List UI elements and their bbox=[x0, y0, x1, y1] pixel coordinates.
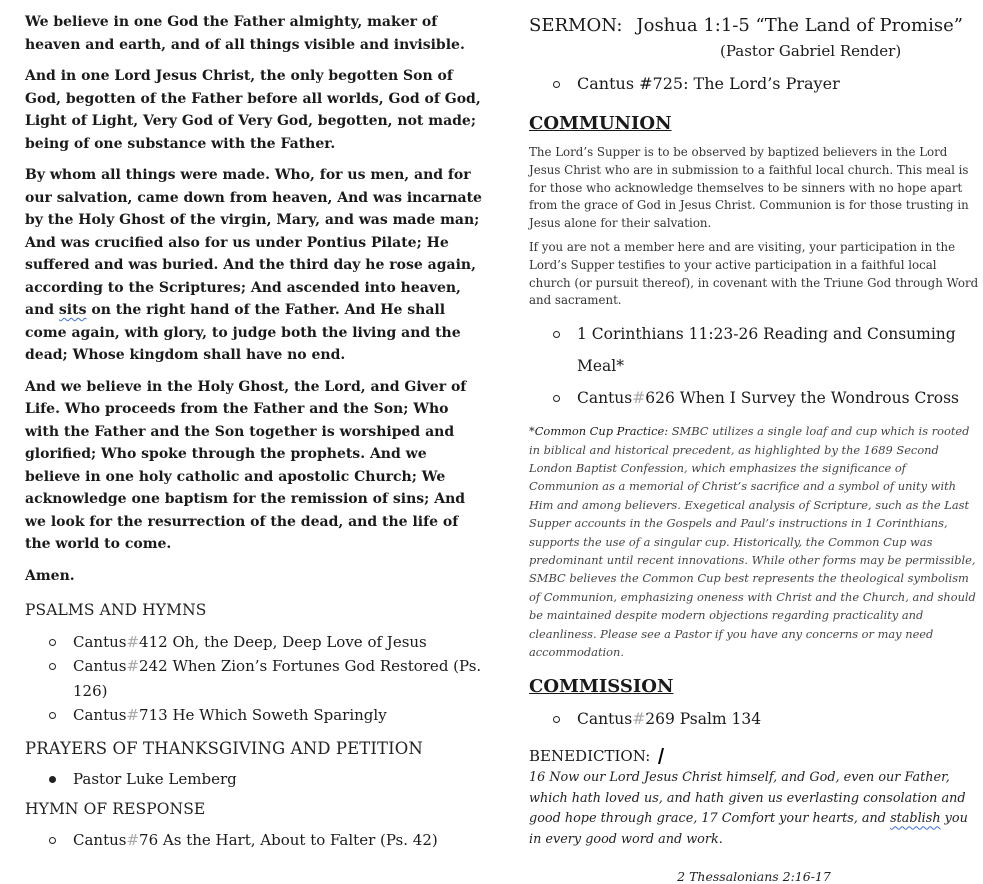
hymn-title: 713 He Which Soweth Sparingly bbox=[139, 706, 387, 724]
sermon-pastor: (Pastor Gabriel Render) bbox=[720, 42, 902, 60]
right-column bbox=[529, 0, 979, 884]
spellcheck-word-sits[interactable]: sits bbox=[58, 302, 87, 318]
left-column bbox=[25, 0, 485, 853]
list-item bbox=[25, 703, 485, 728]
response-list bbox=[25, 828, 485, 853]
common-cup-label: *Common Cup Practice: bbox=[529, 424, 669, 439]
list-item bbox=[529, 707, 979, 731]
list-item bbox=[25, 630, 485, 655]
benediction-label: BENEDICTION: bbox=[529, 747, 651, 766]
list-item bbox=[25, 654, 485, 703]
psalms-section bbox=[25, 598, 485, 728]
sermon-text: Joshua 1:1-5 “The Land of Promise” bbox=[636, 15, 963, 36]
commission-section bbox=[529, 675, 979, 731]
cantus-label: Cantus bbox=[73, 657, 127, 675]
cantus-label: Cantus bbox=[73, 632, 127, 651]
benediction-section bbox=[529, 744, 979, 884]
benediction-label-row bbox=[529, 744, 979, 768]
psalms-heading: PSALMS AND HYMNS bbox=[25, 600, 207, 619]
spellcheck-word-stablish[interactable]: stablish bbox=[890, 811, 941, 827]
creed-p3-start: By whom all things were made. Who, for us men, and for our salvation, came down from heaven, And was incarnate by the Holy Ghost of the virgin, Mary, and was made man; And was crucified also for us under Pontius Pilate; He suffered and was buried. And the third day he rose again, according to the Scriptures; And ascended into heaven, and bbox=[25, 167, 482, 318]
creed-paragraph-1: We believe in one God the Father almighty, maker of heaven and earth, and of all things visible and invisible. bbox=[25, 14, 465, 53]
cantus-label: Cantus bbox=[577, 389, 633, 408]
benediction-text-start: 16 Now our Lord Jesus Christ himself, and God, even our Father, which hath loved us, and hath given us everlasting consolation and good hope through grace, 17 Comfort your hearts, and bbox=[529, 770, 966, 827]
hymn-title: 269 Psalm 134 bbox=[645, 710, 762, 729]
creed-paragraph-2: And in one Lord Jesus Christ, the only begotten Son of God, begotten of the Father before all worlds, God of God, Light of Light, Very God of Very God, begotten, not made; being of one substance with the Father. bbox=[25, 68, 481, 152]
hollow-bullet-icon bbox=[49, 639, 56, 646]
prayers-section bbox=[25, 736, 485, 792]
list-item bbox=[25, 828, 485, 853]
hymn-title: Cantus #725: The Lord’s Prayer bbox=[577, 74, 840, 93]
benediction-text bbox=[529, 768, 979, 850]
list-item bbox=[529, 318, 979, 382]
hymn-title: 76 As the Hart, About to Falter (Ps. 42) bbox=[139, 831, 438, 849]
prayer-leader: Pastor Luke Lemberg bbox=[73, 769, 237, 788]
amen: Amen. bbox=[25, 567, 75, 584]
list-item bbox=[25, 767, 485, 792]
communion-section bbox=[529, 112, 979, 661]
creed-paragraph-3 bbox=[25, 164, 485, 367]
hollow-bullet-icon bbox=[553, 716, 560, 723]
commission-title: COMMISSION bbox=[529, 676, 674, 698]
psalms-list bbox=[25, 630, 485, 728]
hash-mark: # bbox=[126, 657, 140, 675]
nicene-creed bbox=[25, 0, 485, 587]
text-cursor-icon bbox=[658, 748, 664, 764]
benediction-citation: 2 Thessalonians 2:16-17 bbox=[677, 869, 831, 884]
hollow-bullet-icon bbox=[553, 395, 560, 402]
cantus-label: Cantus bbox=[73, 706, 127, 724]
hymn-title: 412 Oh, the Deep, Deep Love of Jesus bbox=[139, 632, 427, 651]
cantus-label: Cantus bbox=[73, 831, 127, 849]
hymn-title: 626 When I Survey the Wondrous Cross bbox=[645, 389, 959, 408]
communion-paragraph-1: The Lord’s Supper is to be observed by baptized believers in the Lord Jesus Christ who are in submission to a faithful local church. This meal is for those who acknowledge themselves to be sinners with no hope apart from the grace of God in Jesus Christ. Communion is for those trusting in Jesus alone for their salvation. bbox=[529, 145, 969, 231]
commission-list bbox=[529, 707, 979, 731]
hash-mark: # bbox=[126, 632, 140, 651]
communion-paragraph-2: If you are not a member here and are visiting, your participation in the Lord’s Supper testifies to your active participation in a faithful local church (or pursuit thereof), in covenant with the Triune God through Word and sacrament. bbox=[529, 239, 979, 308]
common-cup-note bbox=[529, 422, 979, 661]
creed-paragraph-4: And we believe in the Holy Ghost, the Lord, and Giver of Life. Who proceeds from the Father and the Son; Who with the Father and the Son together is worshiped and glorified; Who spoke through the prophets. And we believe in one holy catholic and apostolic Church; We acknowledge one baptism for the remission of sins; And we look for the resurrection of the dead, and the life of the world to come. bbox=[25, 378, 467, 552]
hollow-bullet-icon bbox=[49, 712, 56, 719]
filled-bullet-icon bbox=[49, 776, 56, 783]
response-heading: HYMN OF RESPONSE bbox=[25, 800, 206, 818]
benediction-text-end: you in every good word and work. bbox=[529, 811, 968, 847]
hash-mark: # bbox=[126, 706, 140, 724]
sermon-list bbox=[529, 72, 979, 96]
common-cup-text: SMBC utilizes a single loaf and cup which is rooted in biblical and historical precedent, as highlighted by the 1689 Second London Baptist Confession, which emphasizes the significance of Communion as a memorial of Christ’s sacrifice and a symbol of unity with Him and among believers. Exegetical analysis of Scripture, such as the Last Supper accounts in the Gospels and Paul’s instructions in 1 Corinthians, supports the use of a singular cup. Historically, the Common Cup was predominant until recent innovations. While other forms may be permissible, SMBC believes the Common Cup best represents the theological symbolism of Communion, emphasizing oneness with Christ and the Church, and should be maintained despite modern objections regarding practicality and cleanliness. Please see a Pastor if you have any concerns or may need accommodation. bbox=[529, 424, 976, 660]
hash-mark: # bbox=[632, 710, 646, 729]
creed-p3-end: on the right hand of the Father. And He shall come again, with glory, to judge both the living and the dead; Whose kingdom shall have no end. bbox=[25, 302, 461, 363]
list-item bbox=[529, 382, 979, 414]
hymn-title: 242 When Zion’s Fortunes God Restored (Ps. 126) bbox=[73, 657, 482, 700]
hollow-bullet-icon bbox=[553, 81, 560, 88]
response-section bbox=[25, 797, 485, 853]
sermon-line bbox=[529, 13, 979, 38]
communion-list bbox=[529, 318, 979, 414]
hollow-bullet-icon bbox=[49, 837, 56, 844]
list-item bbox=[529, 72, 979, 96]
hash-mark: # bbox=[632, 389, 646, 408]
cantus-label: Cantus bbox=[577, 710, 633, 729]
sermon-label: SERMON: bbox=[529, 15, 623, 36]
hollow-bullet-icon bbox=[553, 331, 560, 338]
prayers-heading: PRAYERS OF THANKSGIVING AND PETITION bbox=[25, 738, 423, 758]
hash-mark: # bbox=[126, 831, 140, 849]
prayers-list bbox=[25, 767, 485, 792]
reading-title: 1 Corinthians 11:23-26 Reading and Consuming Meal* bbox=[577, 325, 956, 376]
hollow-bullet-icon bbox=[49, 663, 56, 670]
communion-title: COMMUNION bbox=[529, 113, 672, 134]
